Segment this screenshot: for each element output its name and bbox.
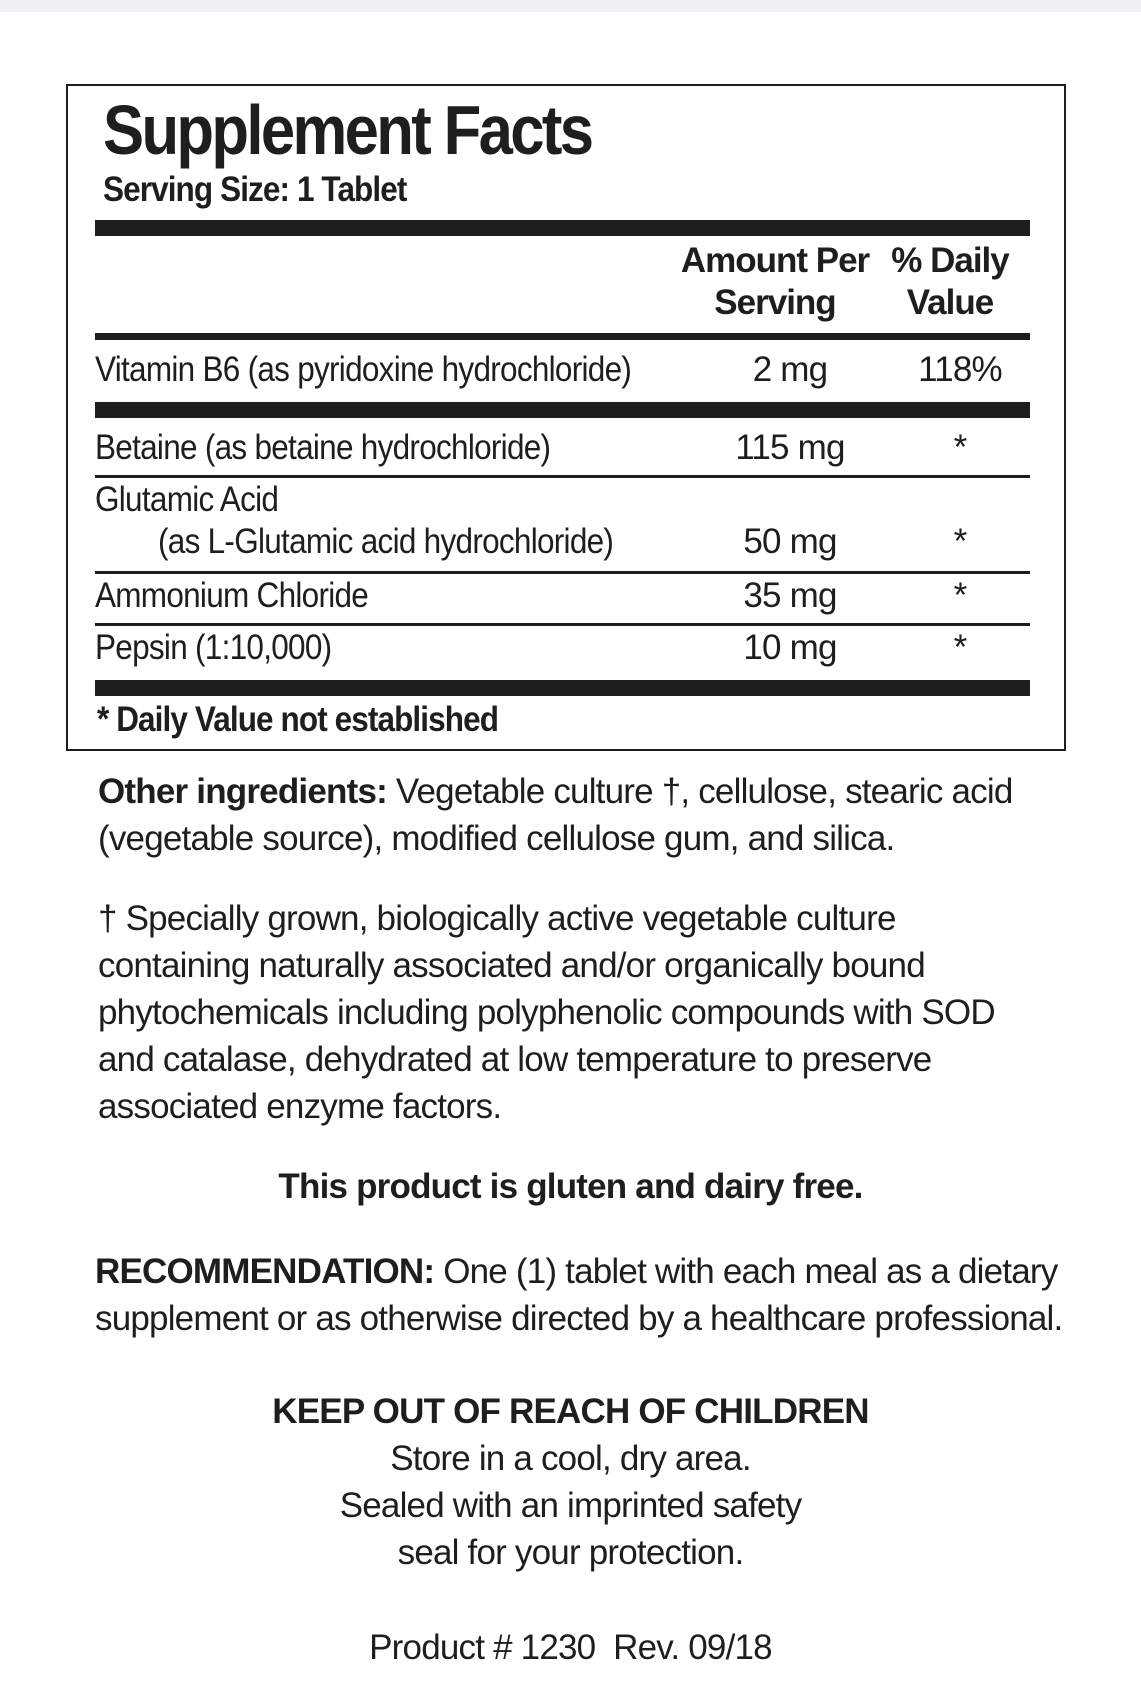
culture-note-line: associated enzyme factors.: [98, 1087, 502, 1126]
culture-note: [98, 895, 1108, 1130]
allergen-statement: This product is gluten and dairy free.: [278, 1167, 863, 1206]
nutrient-amount: 10 mg: [743, 628, 837, 667]
culture-note-line: containing naturally associated and/or organically bound: [98, 946, 925, 985]
divider-thick: [95, 220, 1030, 236]
divider-thin: [95, 623, 1030, 626]
product-code: Product # 1230 Rev. 09/18: [369, 1628, 772, 1667]
facts-title: Supplement Facts: [103, 91, 592, 169]
other-ingredients-line2: (vegetable source), modified cellulose gum, and silica.: [98, 819, 895, 858]
nutrient-name: Vitamin B6 (as pyridoxine hydrochloride): [95, 350, 632, 389]
header-daily-value: [880, 240, 1020, 324]
recommendation-line1: One (1) tablet with each meal as a dietary: [443, 1252, 1058, 1291]
culture-note-line: phytochemicals including polyphenolic compounds with SOD: [98, 993, 995, 1032]
nutrient-amount: 2 mg: [752, 350, 828, 389]
divider-thin: [95, 475, 1030, 478]
serving-size: Serving Size: 1 Tablet: [103, 170, 407, 209]
nutrient-name: Glutamic Acid: [95, 480, 279, 519]
other-ingredients: [98, 768, 1108, 862]
nutrient-name: Pepsin (1:10,000): [95, 628, 332, 667]
seal-line: Sealed with an imprinted safety: [339, 1486, 802, 1525]
nutrient-daily-value: *: [953, 576, 967, 615]
top-strip: [0, 0, 1141, 12]
protection-line: seal for your protection.: [397, 1533, 744, 1572]
divider-medium: [95, 333, 1030, 340]
header-amount-line1: Amount Per: [680, 241, 870, 280]
culture-note-line: and catalase, dehydrated at low temperature to preserve: [98, 1040, 932, 1079]
header-dv-line1: % Daily: [891, 241, 1009, 280]
other-ingredients-line1: Vegetable culture †, cellulose, stearic acid: [395, 772, 1013, 811]
warning-heading: KEEP OUT OF REACH OF CHILDREN: [272, 1392, 869, 1431]
recommendation-line2: supplement or as otherwise directed by a healthcare professional.: [95, 1299, 1063, 1338]
header-amount-per-serving: [665, 240, 885, 324]
nutrient-name: Betaine (as betaine hydrochloride): [95, 428, 551, 467]
nutrient-name: Ammonium Chloride: [95, 576, 369, 615]
header-amount-line2: Serving: [714, 283, 836, 322]
nutrient-amount: 35 mg: [743, 576, 837, 615]
nutrient-daily-value: *: [953, 628, 967, 667]
nutrient-name-detail: (as L-Glutamic acid hydrochloride): [158, 522, 614, 561]
nutrient-daily-value: *: [953, 522, 967, 561]
divider-thick: [95, 402, 1030, 418]
header-dv-line2: Value: [906, 283, 994, 322]
nutrient-amount: 115 mg: [735, 428, 845, 467]
divider-thick: [95, 680, 1030, 696]
culture-note-line: † Specially grown, biologically active vegetable culture: [98, 899, 896, 938]
nutrient-daily-value: *: [953, 428, 967, 467]
daily-value-footnote: * Daily Value not established: [97, 700, 499, 739]
recommendation: [95, 1248, 1105, 1342]
divider-thin: [95, 571, 1030, 574]
nutrient-amount: 50 mg: [743, 522, 837, 561]
recommendation-label: RECOMMENDATION:: [95, 1252, 435, 1291]
nutrient-daily-value: 118%: [918, 350, 1002, 389]
storage-line: Store in a cool, dry area.: [390, 1439, 751, 1478]
other-ingredients-label: Other ingredients:: [98, 772, 387, 811]
